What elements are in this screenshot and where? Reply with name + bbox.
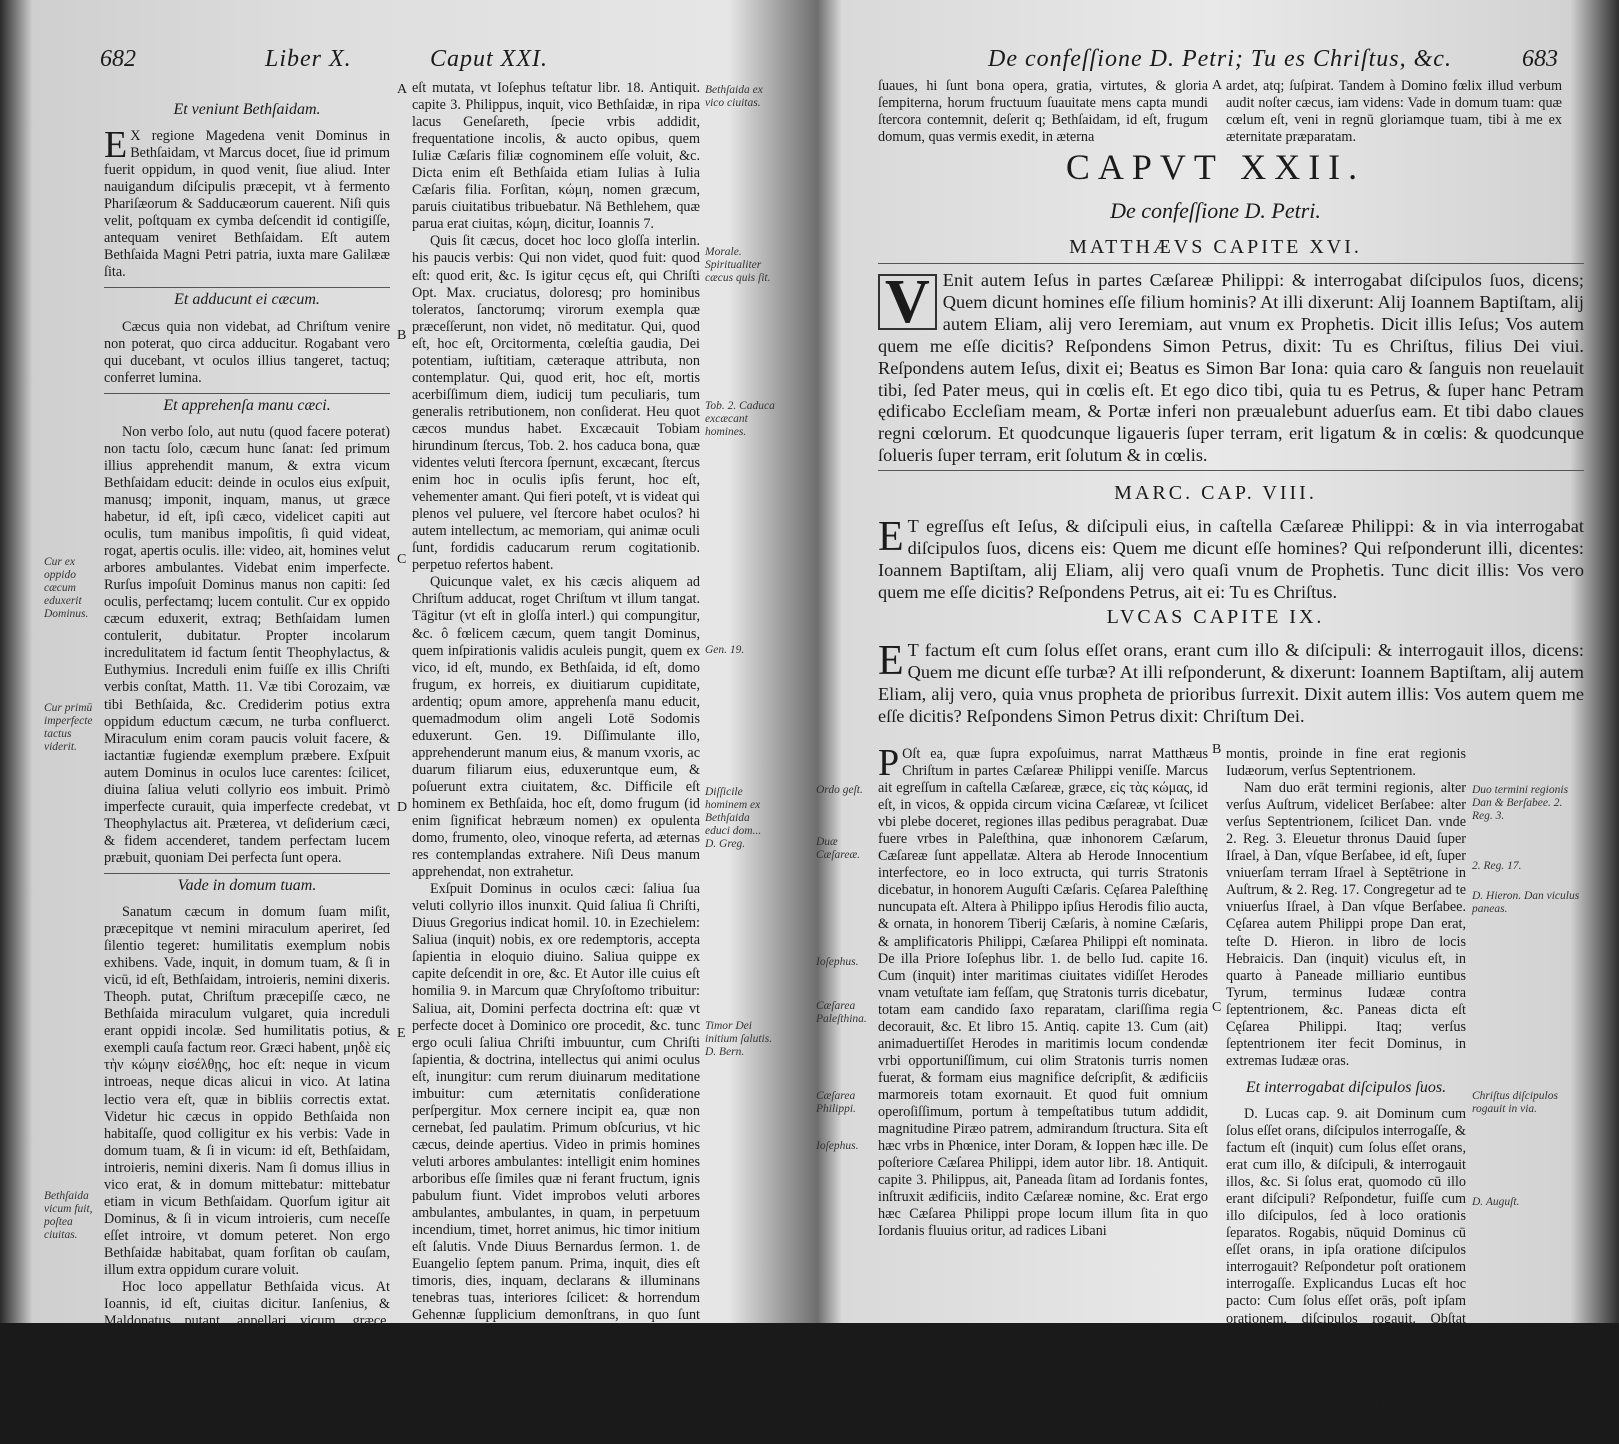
margin-note: Cæſarea Philippi. xyxy=(816,1090,856,1115)
page-number-right: 683 xyxy=(1522,46,1558,72)
right-column-b xyxy=(1226,746,1466,1430)
drop-cap: E xyxy=(104,124,128,167)
margin-note: Tob. 2. Caduca excæcant homines. xyxy=(705,400,775,438)
paragraph: Nam duo erāt termini regionis, alter verſus Auſtrum, videlicet Berſabee: alter verſus Septentrionem, ſcilicet Dan. vnde 2. Reg. 3. Eleuetur thronus Dauid ſuper Iſrael, à Dan, vſque Berſabee, id eſt, ſuper vniuerſam terram Iſrael à Septētrione in Auſtrum, & 2. Reg. 17. Congregetur ad te vniuerſus Iſrael, à Dan vſque Berſabee. Cęſarea autem Philippi prope Dan erat, teſte D. Hieron. in libro de locis Hebraicis. Dan (inquit) viculus eſt, in quarto à Paneade milliario euntibus Tyrum, terminus Iudææ contra ſeptentrionem, &c. Paneas dicta eſt Cęſarea Philippi. Itaq; verſus ſeptentrionem iter fecit Dominus, in extremas Iudææ oras. xyxy=(1226,780,1466,1069)
margin-note: Cur primū imperfecte tactus viderit. xyxy=(44,702,93,753)
drop-cap: P xyxy=(878,742,900,784)
drop-cap: E xyxy=(878,638,904,684)
matthew-text: V Enit autem Ieſus in partes Cæſareæ Philippi: & interrogabat diſcipulos ſuos, dicens; Quem dicunt homines eſſe filium hominis? At illi dixerunt: Alij Ioannem Baptiſtam, alij autem Eliam, alij vero Ieremiam, aut vnum ex Prophetis. Dicit illis Ieſus; Vos autem quem me eſſe dicitis? Reſpondens Simon Petrus, dixit: Tu es Chriſtus, filius Dei viui. Reſpondens autem Ieſus, dixit ei; Beatus es Simon Bar Iona: quia caro & ſanguis non reuelauit tibi, ſed Pater meus, qui in cœlis eſt. Et ego dico tibi, quia tu es Petrus, & ſuper hanc Petram ędificabo Eccleſiam meam, & Portæ inferi non præualebunt aduerſus eam. Et tibi dabo claues regni cœlorum. Et quodcunque ligaueris ſuper terram, erit ligatum & in cœlis: & quodcunque ſolueris ſuper terram, erit ſolutum & in cœlis. xyxy=(878,268,1584,466)
margin-note: Bethſaida vicum fuit, poſtea ciuitas. xyxy=(44,1190,93,1241)
section-letter: C xyxy=(1212,1000,1222,1015)
paragraph: Non verbo ſolo, aut nutu (quod facere poterat) non tactu ſolo, cæcum hunc ſanat: ſed primum illius apprehendit manum, & extra vicum Bethſaidam educit: deinde in oculos eius exſpuit, manusq; imponit, inquam, manus, ut græce habetur, id eſt, ipſi cæco, videlicet capiti aut oculis, tum manibus impoſitis, ſi quid videat, rogat, apertis oculis. ille: video, ait, homines velut arbores ambulantes. Videbat enim imperfecte. Rurſus impoſuit Dominus manus non capiti: ſed oculis, perfectamq; lucem contulit. Cur ex oppido cæcum eduxerit, extraq; Bethſaidam lumen contulerit, dubitatur. Propter incolarum incredulitatem id factum ſentit Theophylactus, & Euthymius. Increduli enim fuiſſe ex illis Chriſti verbis conſtat, Matth. 11. Væ tibi Corozaim, væ tibi Bethſaida, &c. Crediderim potius extra oppidum eductum cæcum, ne turba confluerct. Miraculum enim coram paucis voluit facere, & iactantiæ fugiendæ exemplum præbere. Exſpuit autem Dominus in oculos luce carentes: ſcilicet, diuina ſaliua veluti collyrio eos imbuit. Primò imperfecte curauit, quia imperfecte credebat, vt Theophylactus ait. Præterea, vt deſiderium cæci, & fidem accenderet, tandem perfectam lucem præbuit, quoniam Dei perfecta ſunt opera. xyxy=(104,423,390,866)
margin-note: Cæſarea Paleſthina. xyxy=(816,1000,867,1025)
paragraph: P Oſt ea, quæ ſupra expoſuimus, narrat Matthæus Chriſtum in partes Cæſareæ Philippi veniſſe. Marcus ait egreſſum in caſtella Cæſareæ, græce, εἰς τὰς κώμας, id eſt, in vicos, & oppida circum vicina Cæſareæ, vt ſcilicet vbi plebe doceret, regiones illas pedibus peragrabat. Duæ fuere vrbes in Paleſthina, quæ inhonorem Cæſarum, Cæſareæ ſunt appellatæ. Altera ab Herode Innocentium interfectore, eo in loco extructa, qui turris Stratonis dicebatur, in honorem Auguſti Cæſaris. Cęſarea Paleſthinę nuncupata eſt. Altera à Philippo ipſius Herodis filio aucta, & ornata, in honorem Tiberij Cæſaris, à nomine Cæſaris, & amplificatoris Philippi, Cæſarea Philippi eſt nominata. De illa Priore Ioſephus libr. 1. de bello Iud. capite 16. Cum (inquit) inter maritimas ciuitates vidiſſet Herodes vnam vetuſtate iam feſſam, quę Stratonis turris dicebatur, totam eam candido ſaxo reparatam, clariſſima regia decorauit, &c. Et libro 15. Antiq. capite 13. Cum (ait) animaduertiſſet Herodes in maritimis locum condendæ vrbi opportuniſſimum, cui olim Stratonis turris nomen fuerat, & formam eius magnifice deſcripſit, & ædificiis marmoreis totam exornauit. Et quod fuit omnium operoſiſſimum, portum à tempeſtatibus tutum addidit, magnitudine Piræo patrem, admirandum ſtructura. Sita eſt hæc vrbs in Phœnice, inter Doram, & Ioppen hæc ille. De poſteriore Cæſarea Philippi, idem autor libr. 18. Antiquit. capite 3. Philippus, ait, Paneada ſitam ad Iordanis fontes, inſtruxit ædificiis, indito Cæſareæ nomine, &c. Erat ergo hæc Cæſarea Philippi prope locum illum ſita in quo Iordanis fluuius oritur, ad radices Libani xyxy=(878,742,1208,1240)
drop-cap: E xyxy=(878,514,904,560)
paragraph: montis, proinde in fine erat regionis Iudæorum, verſus Septentrionem. xyxy=(1226,746,1466,780)
paragraph: Hoc loco appellatur Bethſaida vicus. At Ioannis, id eſt, ciuitas dicitur. Ianſenius, & Maldonatus putant, appellari vicum, græce, κώμην, ob paruitatem, quod parua eſſet ciuitas, vel dicendū appellari Bethſaidam vicum hoc loco, quoniam vicus fuerat. Ciuitatē vero à Ioanne dici, quia ex vico in ciuitatem xyxy=(104,1279,390,1398)
luke-text: E T factum eſt cum ſolus eſſet orans, erant cum illo & diſcipuli: & interrogauit illos, dicens: Quem me dicunt eſſe turbæ? At illi reſponderunt, & dixerunt: Ioannem Baptiſtam, alij autem Eliam, alij vero, quia vnus propheta de prioribus ſurrexit. Dixit autem illis: Vos autem quem me eſſe dicitis? Reſpondens Simon Petrus dixit: Chriſtum Dei. xyxy=(878,638,1584,726)
paragraph: D. Lucas cap. 9. ait Dominum cum ſolus eſſet orans, diſcipulos interrogaſſe, & factum eſt (inquit) cum ſolus eſſet orans, erat cum illo, & diſcipuli, & interrogauit illos, &c. Si ſolus erat, quomodo cū illo erant diſcipuli? Reſpondetur, fuiſſe cum illo diſcipulos, ſed à loco orationis ſeparatos. Rogabis, nūquid Dominus cū eſſet orans, in ipſa oratione diſcipulos interrogauit? Reſpondetur poſt orationem interrogaſſe. Explicandus Lucas eſt hoc pacto: Cum ſolus eſſet orās, poſt ipſam orationem, diſcipulos rogauit. Obſtat Marcus, ſic enim ſcribit: In via interrogabat diſcipulos ſuos. hoc eſt, inter eundem, cum iter facerent, non ergo cum oraret. Reſpondet D. Auguſtinus libr. 2. de conſenſ. Euang. cap. 53. Marc. (inquit) xyxy=(1226,1105,1466,1412)
margin-note: Duæ Cæſareæ. xyxy=(816,836,860,861)
paragraph: Exſpuit Dominus in oculos cæci: ſaliua ſua veluti collyrio illos inunxit. Quid ſaliua ſi Chriſti, Diuus Gregorius indicat homil. 10. in Ezechielem: Saliua (inquit) nobis, ex ore redemptoris, accepta ſapientia in eloquio diuino. Saliua quippe ex capite deſcendit in ore, &c. Et Autor ille cuius eſt homilia 9. in Marcum quæ Chryſoſtomo tribuitur: Saliua, ait, Domini perfecta doctrina eſt: quæ vt perfecte docet à Dominico ore procedit, &c. tunc ergo oculi ſaliua Chriſti imbuuntur, cum Chriſti ſapientia, & doctrina, intellectus qui animi oculus eſt, inungitur: cum rerum diuinarum meditatione imbuitur: cum æternitatis conſideratione perſpergitur. Mox cernere incipit ea, quæ non cernebat, ſed paulatim. Primum obſcurius, vt hic cæcus, deinde apertius. Video in primis homines veluti arbores ambulantes: intelligit enim homines arboribus eſſe ſimiles quæ ni ferant fructum, ignis pabulum fiunt. Videt improbos veluti arbores ambulantes, ambulantes, in quam, in perpetuum incendium, timet, horret animus, hic timor initium eſt ſalutis. Vnde Diuus Bernardus ſermon. 1. de Euangelio ſeptem panum. Prima, inquit, dies eſt timoris, dies, inquam, declarans & illuminans tenebras tuas, interiores ſcilicet: & horrendum Gehennæ ſupplicium demonſtrans, in quo ſunt tenebræ exteriores, nam huiuſmodi ſiquidem cogitatio, ſicut ipſi noſtis, noſtræ ſolet exercere primordia conuerſionis, &c. Poſt, videt arborum viriditatum, ac fructiferarum, id eſt, hominū proborum fructus, quam ſint dulces, quā iucundi, quā xyxy=(412,881,700,1426)
paragraph: Cæcus quia non videbat, ad Chriſtum venire non poterat, quo circa adducitur. Rogabant vero qui ducebant, vt oculos illius tangeret, tactuq; conferret lumina. xyxy=(104,318,390,386)
margin-note: Morale. Spiritualiter cæcus quis ſit. xyxy=(705,246,771,284)
left-column-b xyxy=(412,80,700,1444)
margin-note: Ioſephus. xyxy=(816,956,859,968)
section-letter: B xyxy=(397,328,407,343)
right-column-a xyxy=(878,742,1208,1240)
divider xyxy=(878,263,1584,264)
margin-note: Timor Dei initium ſalutis. D. Bern. xyxy=(705,1020,773,1058)
section-letter: B xyxy=(1212,742,1222,757)
section-letter: A xyxy=(1212,78,1223,93)
ornamental-initial: V xyxy=(878,274,937,330)
heading-et-veniunt: Et veniunt Bethſaidam. xyxy=(173,101,321,118)
chapter-title: CAPVT XXII. xyxy=(1065,147,1366,187)
margin-note: Gen. 19. xyxy=(705,644,745,656)
paragraph: Sanatum cæcum in domum ſuam miſit, præcepitque vt nemini miraculum aperiret, ſed ſilentio tegeret: humilitatis exemplum nobis exhibens. Vade, inquit, in domum tuam, & ſi in vicū, id eſt, Bethſaidam, introieris, nemini dixeris. Theoph. putat, Chriſtum præcepiſſe cæco, ne Bethſaida miraculum vulgaret, quia increduli erant oppidi incolæ. Sed humilitatis potius, & exempli cauſa factum reor. Græci habent, μηδὲ εἰς τὴν κώμην εἰσέλθῃς, hoc eſt: neque in vicum introeas, neque dicas alicui in vico. At latina lectio vera eſt, quæ in bibliis correctis extat. Videtur hic cæcus in oppido Bethſaida non habitaſſe, quod colligitur ex his verbis: Vade in domum tuam, & ſi in vicum: id eſt, Bethſaidam, introieris, nemini dixeris. Nam ſi domus illius in vico erat, & in domum mittebatur: mittebatur etiam in vicum Bethſaidam. Quorſum igitur ait Dominus, & ſi in vicum introieris, cum neceſſe eſſet introire, vt domum peteret. Non ergo Bethſaidæ habitabat, quam forſitan ob cauſam, illum extra oppidum curare voluit. xyxy=(104,904,390,1278)
running-head-book: Liber X. xyxy=(265,46,352,72)
mark-text: E T egreſſus eſt Ieſus, & diſcipuli eius, in caſtella Cæſareæ Philippi: & in via interrogabat diſcipulos ſuos, dicens eis: Quem me dicunt eſſe homines? Qui reſponderunt illi, dicentes: Ioannem Baptiſtam, alij Eliam, alij vero quaſi vnum de Prophetis. Tunc dicit illis: Vos vero quem me eſſe dicitis? Reſpondens Petrus, ait ei: Tu es Chriſtus. xyxy=(878,514,1584,602)
heading-et-apprehensa: Et apprehenſa manu cæci. xyxy=(104,393,390,414)
catchword: ſuaues, xyxy=(660,1426,700,1443)
heading-et-adducunt: Et adducunt ei cæcum. xyxy=(104,287,390,308)
margin-note: Ioſephus. xyxy=(816,1140,859,1152)
margin-note: Diſſicile hominem ex Bethſaida educi dom... D. Greg. xyxy=(705,786,762,850)
margin-note: 2. Reg. 17. xyxy=(1472,860,1522,872)
mark-heading: MARC. CAP. VIII. xyxy=(1114,482,1317,504)
section-letter: C xyxy=(397,552,407,567)
margin-note: Chriſtus diſcipulos rogauit in via. xyxy=(1472,1090,1558,1115)
paragraph: Quicunque valet, ex his cæcis aliquem ad Chriſtum adducat, roget Chriſtum vt illum tangat. Tāgitur (vt eſt in gloſſa interl.) qui compungitur, &c. ô fœlicem cæcum, quem tangit Dominus, quem inſpirationis validis aculeis pungit, quem ex vico, id eſt, mundo, ex Bethſaida, id eſt, domo frugum, ex horreis, ex diuitiarum cupiditate, ardentiq; opum amore, apprehenſa manu educit, quemadmodum olim angeli Lotē Sodomis eduxerunt. Gen. 19. Diſſimulante illo, apprehenderunt manum eius, & manum vxoris, ac duarum filiarum eius, eduxeruntque eum, & poſuerunt extra ciuitatem, &c. Difficile eſt hominem ex Bethſaida, hoc eſt, domo frugum (id enim ſignificat hebræum nomen) ex opulenta domo, frumento, oleo, vinoque referta, ad æternas res contemplandas extrahere. Niſi Deus manum apprehendat, non extrahetur. xyxy=(412,574,700,881)
margin-note: D. Auguſt. xyxy=(1472,1196,1520,1208)
right-page xyxy=(812,0,1619,1429)
divider xyxy=(878,470,1584,471)
running-head-chapter: Caput XXI. xyxy=(430,46,548,72)
luke-heading: LVCAS CAPITE IX. xyxy=(1106,606,1325,628)
catchword: dicit xyxy=(1440,1412,1466,1429)
paragraph: E X regione Magedena venit Dominus in Bethſaidam, vt Marcus docet, ſiue id primum fuerit oppidum, in quod venit, ſiue aliud. Inter nauigandum diſcipulis præcepit, vt à fermento Phariſæorum & Sadducæorum cauerent. Niſi quis velit, poſtquam ex cymba deſcendit id contigiſſe, antequam veniret Bethſaidam. Eſt autem Bethſaida Magni Petri patria, iuxta mare Galilææ ſita. xyxy=(104,124,390,281)
section-letter: A xyxy=(397,82,408,97)
margin-note: Ordo geſt. xyxy=(816,784,863,796)
page-number-left: 682 xyxy=(100,46,136,72)
margin-note: Bethſaida ex vico ciuitas. xyxy=(705,84,763,109)
paragraph: Quis ſit cæcus, docet hoc loco gloſſa interlin. his paucis verbis: Qui non videt, quod fuit: quod eſt: quod erit, &c. Is igitur cęcus eſt, qui Chriſti Opt. Max. cruciatus, doloresq; pro hominibus toleratos, ſanctorumq; virorum exempla quæ præceſſerunt, non videt, nō meditatur. Qui, quod eſt, hoc eſt, Orcitormenta, cœleſtia gaudia, Dei potentiam, iuſtitiam, cæteraque attributa, non contemplatur. Qui, quod erit, hoc eſt, mortis acerbiſſimum diem, iudicij tum peculiaris, tum generalis retributionem, non conſiderat. Heu quot cæcos mundus habet. Excæcauit Tobiam hirundinum ſtercus, Tob. 2. hos caduca bona, quæ videntes veluti ſtercora ſpernunt, excæcant, ſtercus enim hoc in oculis ipſis ferunt, hoc eſt, vehementer amant. Qui fieri poteſt, vt is videat qui plenos vel puluere, vel ſtercore habet oculos? hi autem intellectum, ac memoriam, qui animæ oculi ſunt, fordidis caducarum rerum cogitationib. perpetuo refertos habent. xyxy=(412,233,700,574)
heading-vade-in-domum: Vade in domum tuam. xyxy=(104,873,390,894)
heading-et-interrogabat: Et interrogabat diſcipulos ſuos. xyxy=(1245,1078,1447,1096)
margin-note: Cur ex oppido cæcum eduxerit Dominus. xyxy=(44,556,89,620)
paragraph: eſt mutata, vt Ioſephus teſtatur libr. 18. Antiquit. capite 3. Philippus, inquit, vico Bethſaidæ, in ripa lacus Geneſareth, ſpecie vrbis addidit, frequentatione incolis, & aucto opibus, quem Iuliæ Cæſaris filiæ cognominem eſſe voluit, &c. Dicta enim eſt Bethſaida etiam Iulias à Iulia Cæſaris filia. Forſitan, κώμη, nomen græcum, paruis ciuitatibus tribuebatur. Nā Bethlehem, quæ parua erat ciuitas, κώμη, dicitur, Ioannis 7. xyxy=(412,80,700,233)
margin-note: Duo termini regionis Dan & Berſabee. 2. Reg. 3. xyxy=(1472,784,1569,822)
margin-note: D. Hieron. Dan viculus paneas. xyxy=(1472,890,1580,915)
left-column-a xyxy=(104,92,390,1398)
section-letter: D xyxy=(397,800,408,815)
chapter-subtitle: De confeſſione D. Petri. xyxy=(1110,198,1321,223)
section-letter: E xyxy=(397,1026,406,1041)
running-head-title: De confeſſione D. Petri; Tu es Chriſtus, &c. xyxy=(988,46,1452,72)
right-top-right: ardet, atq; ſuſpirat. Tandem à Domino fœlix illud verbum audit noſter cæcus, iam videns: Vade in domum tuam: quæ cœlum eſt, veni in regnū gloriamque tuam, tibi à me ex æternitate præparatam. xyxy=(1226,78,1562,146)
right-top-left: ſuaues, hi ſunt bona opera, gratia, virtutes, & gloria ſempiterna, horum fructuum ſuauitate mens capta mundi ſtercora contemnit, deſerit q; Bethſaidam, id eſt, frugum domum, quas vermis exedit, in æterna xyxy=(878,78,1208,146)
matthew-heading: MATTHÆVS CAPITE XVI. xyxy=(1069,236,1362,258)
